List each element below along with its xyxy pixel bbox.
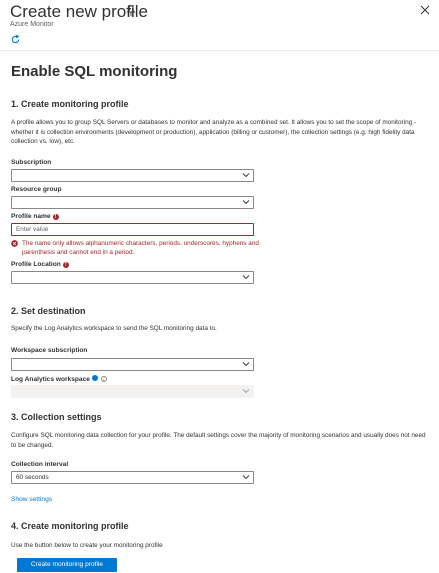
profile-location-dropdown[interactable] [11, 271, 254, 284]
workspace-globe-icon [92, 375, 98, 381]
refresh-icon[interactable] [10, 34, 21, 45]
profile-name-field[interactable] [16, 224, 253, 235]
error-message: The name only allows alphanumeric characters, periods, underscores, hyphens and parenthesis and cannot end in a period. [22, 240, 259, 256]
log-analytics-label: Log Analytics workspace i [11, 375, 107, 383]
section1-heading: 1. Create monitoring profile [11, 99, 129, 109]
collection-interval-dropdown[interactable]: 60 seconds [11, 471, 254, 484]
toolbar-divider [0, 50, 439, 51]
info-icon[interactable]: i [101, 376, 107, 382]
profile-location-label: Profile Location ! [11, 261, 69, 268]
section3-heading: 3. Collection settings [11, 412, 102, 422]
page-title: Enable SQL monitoring [11, 63, 178, 80]
section4-description: Use the button below to create your monitoring profile [11, 542, 163, 549]
profile-name-input[interactable] [11, 223, 254, 236]
section2-heading: 2. Set destination [11, 306, 86, 316]
log-analytics-dropdown [11, 385, 254, 398]
profile-name-label: Profile name ! [11, 213, 59, 220]
pin-icon[interactable] [125, 5, 137, 17]
show-settings-link[interactable]: Show settings [11, 496, 53, 503]
required-icon: ! [53, 214, 59, 220]
section3-description: Configure SQL monitoring data collection for your profile. The default settings cover the majority of monitoring scenarios and usually does not need to be changed. [11, 432, 426, 449]
section4-heading: 4. Create monitoring profile [11, 521, 129, 531]
section1-description: A profile allows you to group SQL Servers or databases to monitor and analyze as a combined set. It allows you to set the scope of monitoring - whether it is collection environments (development or production), application (billing or customer), the collection settings (e.g. high fidelity data collection vs. low), etc. [11, 119, 417, 145]
workspace-subscription-dropdown[interactable] [11, 358, 254, 371]
chevron-down-icon [242, 474, 250, 480]
resource-group-label: Resource group [11, 186, 62, 193]
subscription-dropdown[interactable] [11, 169, 254, 182]
chevron-down-icon [242, 388, 250, 394]
close-icon[interactable] [420, 5, 430, 15]
chevron-down-icon [242, 172, 250, 178]
workspace-subscription-label: Workspace subscription [11, 347, 88, 354]
chevron-down-icon [242, 199, 250, 205]
blade-header [10, 2, 430, 30]
blade-subtitle: Azure Monitor [10, 21, 54, 28]
blade-title: Create new profile [10, 2, 148, 21]
section2-description: Specify the Log Analytics workspace to send the SQL monitoring data to. [11, 325, 217, 332]
create-monitoring-profile-button[interactable]: Create monitoring profile [17, 558, 117, 572]
resource-group-dropdown[interactable] [11, 196, 254, 209]
collection-interval-label: Collection interval [11, 461, 69, 468]
chevron-down-icon [242, 274, 250, 280]
required-icon: ! [63, 262, 69, 268]
subscription-label: Subscription [11, 159, 52, 166]
error-icon [11, 240, 18, 247]
chevron-down-icon [242, 361, 250, 367]
